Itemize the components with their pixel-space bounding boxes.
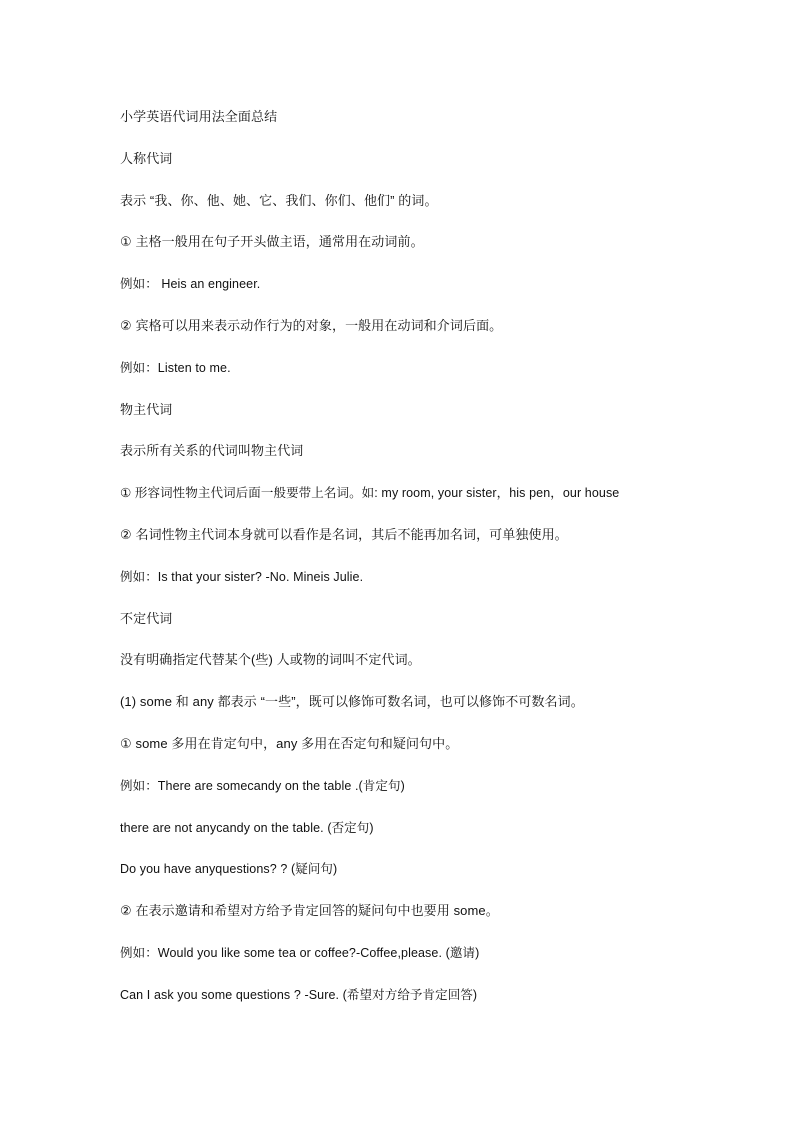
example-line: 例如：Is that your sister? -No. Mineis Julie.	[120, 569, 364, 584]
example-line: 例如：Would you like some tea or coffee?-Coffee,please. (邀请)	[120, 945, 480, 960]
paragraph: 表示所有关系的代词叫物主代词	[120, 443, 304, 459]
example-line: 例如： Heis an engineer.	[120, 277, 261, 292]
paragraph: (1) some 和 any 都表示 “一些”，既可以修饰可数名词，也可以修饰不可数名词。	[120, 694, 584, 710]
paragraph: 没有明确指定代替某个(些) 人或物的词叫不定代词。	[120, 652, 421, 668]
paragraph: ① some 多用在肯定句中，any 多用在否定句和疑问句中。	[120, 735, 459, 751]
document-title: 小学英语代词用法全面总结	[120, 109, 278, 124]
example-line: 例如：Listen to me.	[120, 360, 231, 375]
example-line: there are not anycandy on the table. (否定句)	[120, 820, 374, 835]
example-line: 例如：There are somecandy on the table .(肯定句)	[120, 778, 405, 793]
paragraph: ② 在表示邀请和希望对方给予肯定回答的疑问句中也要用 some。	[120, 903, 499, 919]
paragraph: ① 主格一般用在句子开头做主语，通常用在动词前。	[120, 234, 424, 250]
example-line: Can I ask you some questions ? -Sure. (希望对方给予肯定回答)	[120, 987, 478, 1002]
section-heading-personal-pronouns: 人称代词	[120, 150, 173, 166]
paragraph: 表示 “我、你、他、她、它、我们、你们、他们” 的词。	[120, 192, 438, 208]
paragraph: ② 名词性物主代词本身就可以看作是名词，其后不能再加名词，可单独使用。	[120, 526, 568, 542]
document-body	[120, 104, 720, 1024]
section-heading-indefinite-pronouns: 不定代词	[120, 610, 173, 626]
section-heading-possessive-pronouns: 物主代词	[120, 401, 173, 417]
paragraph: ① 形容词性物主代词后面一般要带上名词。如: my room, your sister，his pen，our house	[120, 486, 620, 501]
paragraph: ② 宾格可以用来表示动作行为的对象，一般用在动词和介词后面。	[120, 317, 503, 333]
example-line: Do you have anyquestions? ? (疑问句)	[120, 862, 338, 877]
